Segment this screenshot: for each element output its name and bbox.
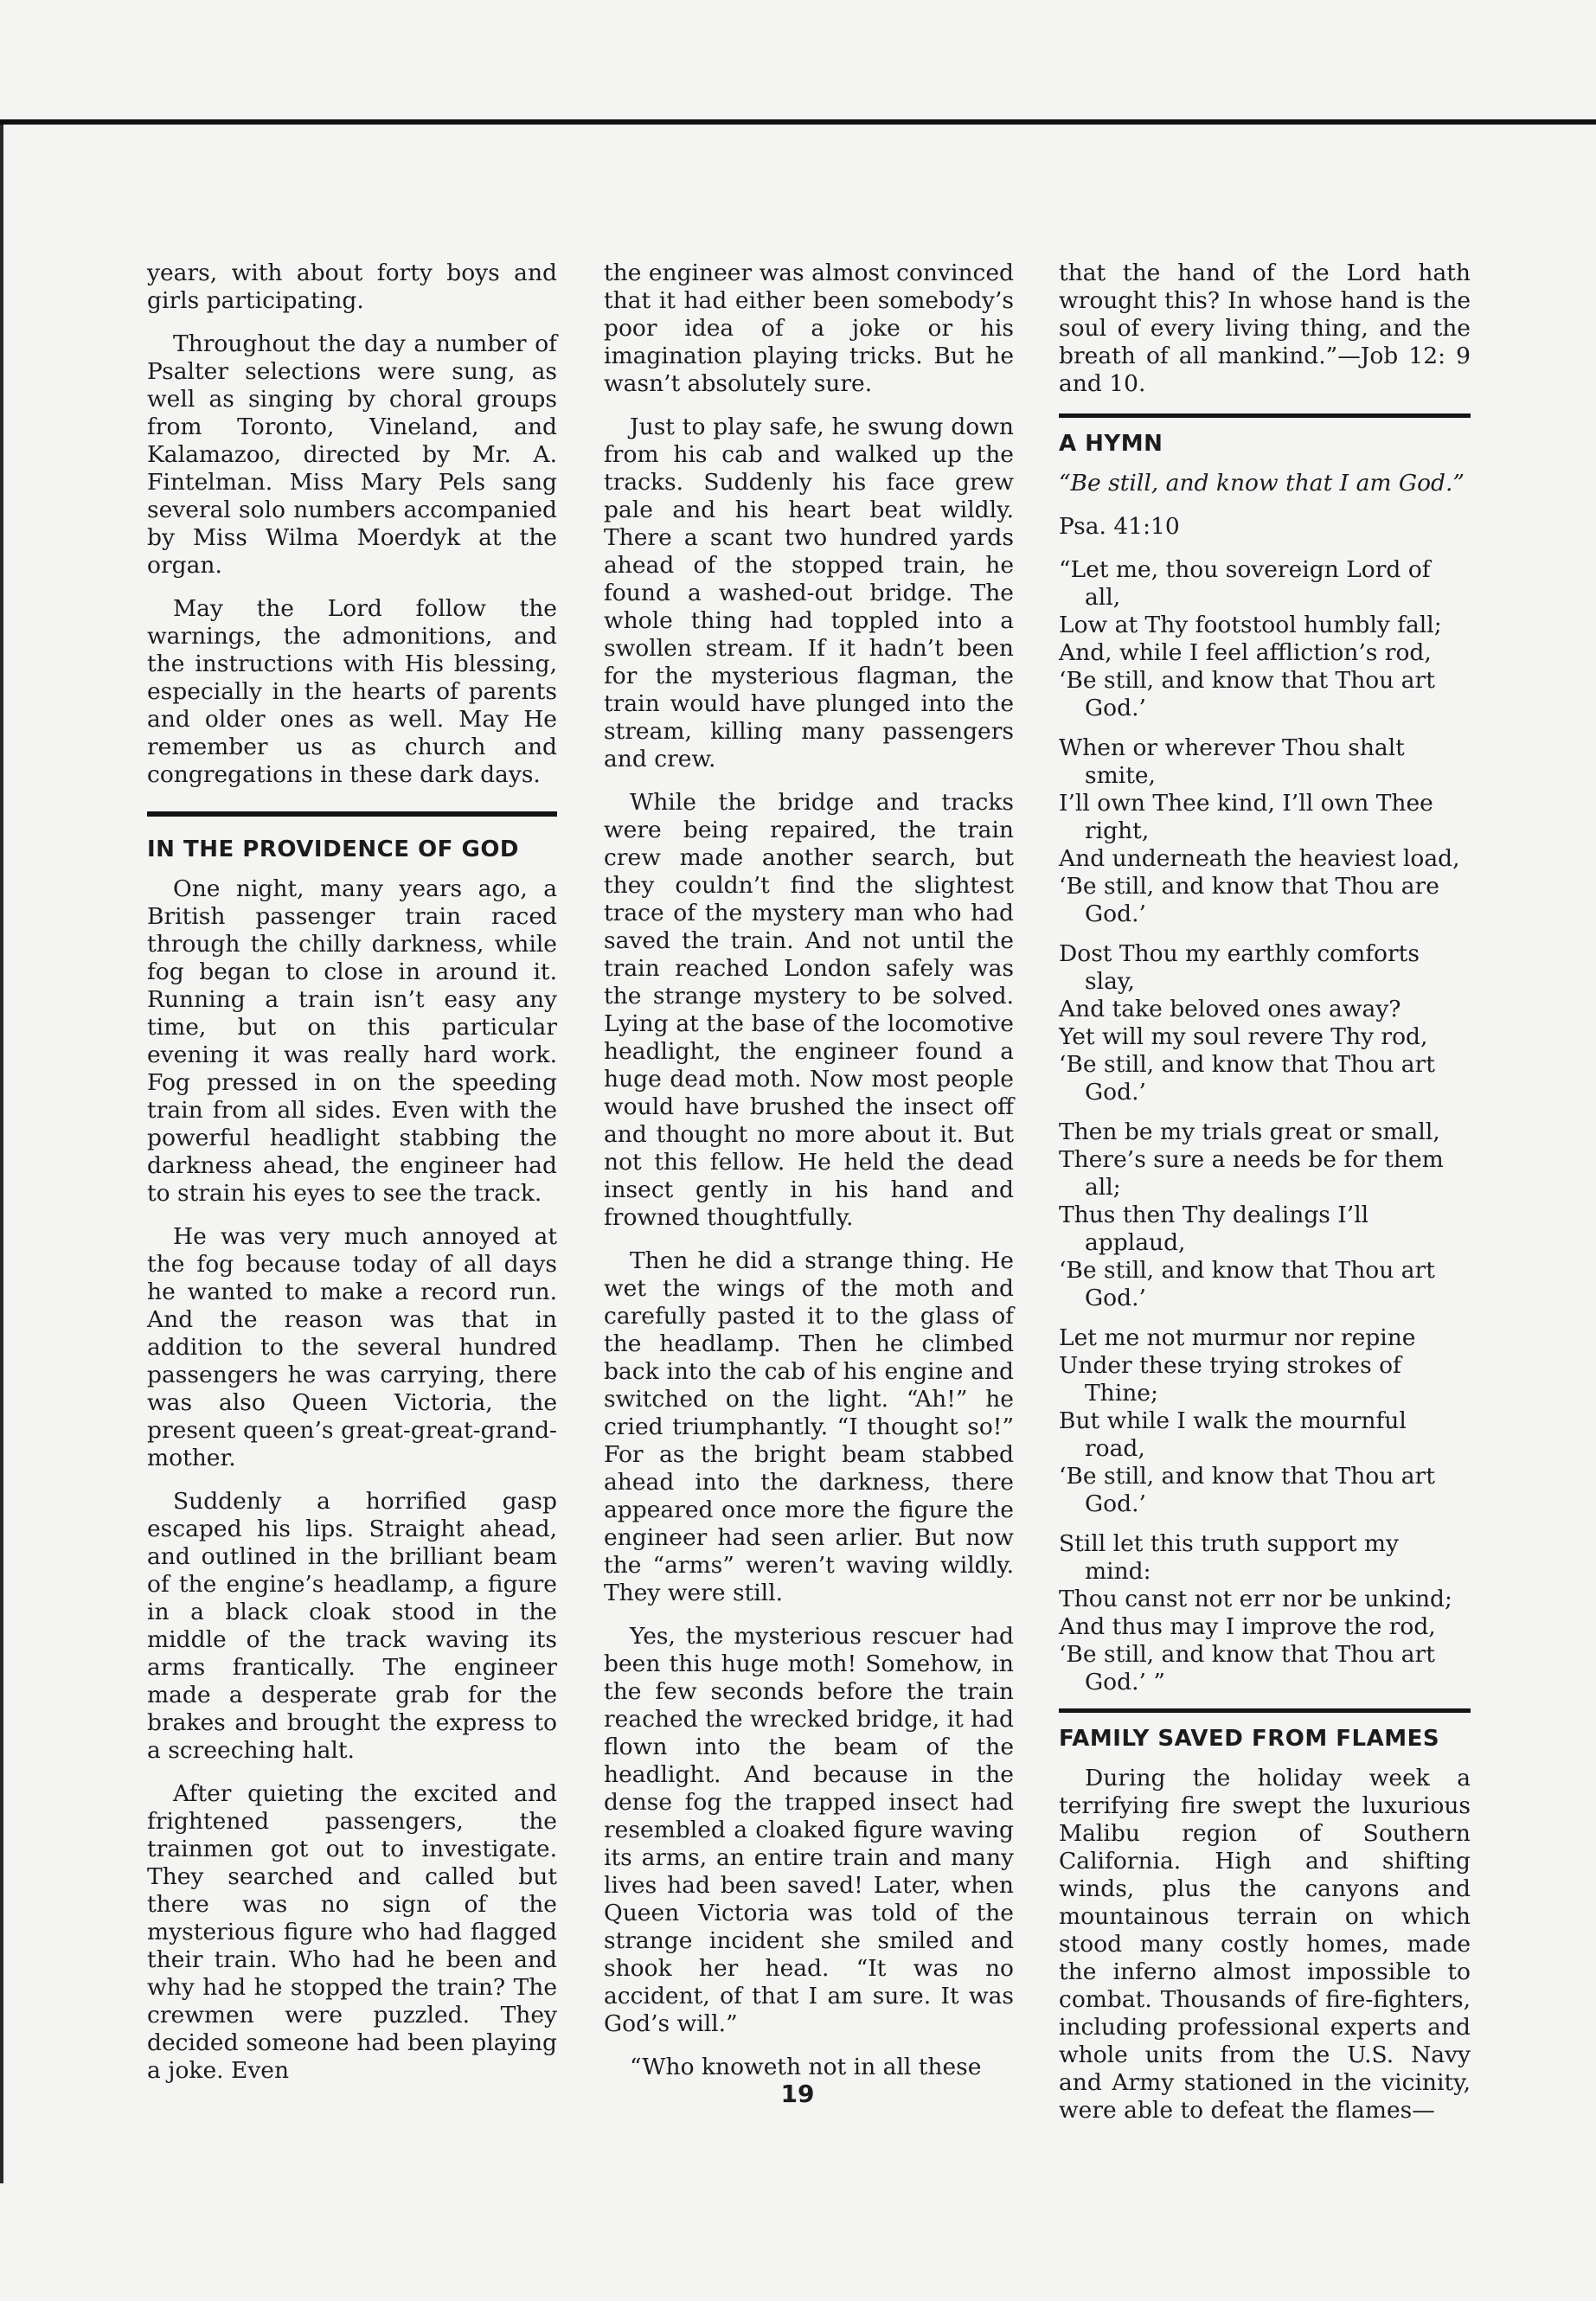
- hymn-line: ‘Be still, and know that Thou art: [1059, 667, 1435, 694]
- section-heading-hymn: A HYMN: [1059, 431, 1163, 457]
- paragraph: the engineer was almost convinced that it had either been somebody’s poor idea of a joke or his imagination playing tricks. But he wasn’t absolutely sure.: [604, 260, 1014, 397]
- hymn-line: ‘Be still, and know that Thou are: [1059, 873, 1439, 900]
- hymn-line: And take beloved ones away?: [1059, 996, 1401, 1022]
- hymn-stanza: [1059, 1324, 1471, 1518]
- hymn-line: And underneath the heaviest load,: [1059, 845, 1460, 872]
- hymn-epigraph: “Be still, and know that I am God.”: [1059, 470, 1465, 497]
- hymn-line: And, while I feel affliction’s rod,: [1059, 639, 1432, 666]
- hymn-line: ‘Be still, and know that Thou art: [1059, 1641, 1435, 1668]
- hymn-stanza: [1059, 556, 1471, 722]
- hymn-line: smite,: [1085, 762, 1156, 789]
- hymn-line: right,: [1085, 817, 1150, 844]
- hymn-line: Thine;: [1085, 1380, 1158, 1407]
- paragraph: May the Lord follow the warnings, the admonitions, and the instructions with His blessing, especially in the hearts of parents and older ones as well. May He remember us as church and congregations in these dark days.: [147, 595, 557, 788]
- hymn-line: And thus may I improve the rod,: [1059, 1613, 1436, 1640]
- hymn-line: God.’ ”: [1085, 1669, 1165, 1695]
- paragraph: Then he did a strange thing. He wet the wings of the moth and carefully pasted it to the glass of the headlamp. Then he climbed back into the cab of his engine and switched on the light. “Ah!” he cried triumphantly. “I thought so!” For as the bright beam stabbed ahead into the darkness, there appeared once more the figure the engineer had seen arlier. But now the “arms” weren’t waving wildly. They were still.: [604, 1247, 1014, 1606]
- paragraph: years, with about forty boys and girls participating.: [147, 260, 557, 314]
- hymn-line: God.’: [1085, 695, 1146, 721]
- hymn-line: ‘Be still, and know that Thou art: [1059, 1463, 1435, 1490]
- hymn-line: When or wherever Thou shalt: [1059, 734, 1405, 761]
- section-heading-providence: IN THE PROVIDENCE OF GOD: [147, 836, 520, 862]
- hymn-line: applaud,: [1085, 1229, 1186, 1256]
- hymn-line: God.’: [1085, 901, 1146, 927]
- hymn-stanza: [1059, 1118, 1471, 1312]
- hymn-line: Then be my trials great or small,: [1059, 1118, 1440, 1145]
- paragraph: He was very much annoyed at the fog because today of all days he wanted to make a record run. And the reason was that in addition to the several hundred passengers he was carrying, there was also Queen Victoria, the present queen’s great-great-grand-mother.: [147, 1223, 557, 1471]
- column-right: [1059, 260, 1471, 2140]
- hymn-line: God.’: [1085, 1490, 1146, 1517]
- left-border: [0, 125, 3, 2183]
- column-middle: [604, 260, 1014, 2097]
- hymn-line: I’ll own Thee kind, I’ll own Thee: [1059, 790, 1433, 817]
- column-left: [147, 260, 557, 2100]
- hymn-line: Yet will my soul revere Thy rod,: [1059, 1023, 1428, 1050]
- paragraph: that the hand of the Lord hath wrought this? In whose hand is the soul of every living thing, and the breath of all mankind.”—Job 12: 9 and 10.: [1059, 260, 1471, 397]
- hymn-line: Low at Thy footstool humbly fall;: [1059, 612, 1442, 638]
- hymn-line: ‘Be still, and know that Thou art: [1059, 1051, 1435, 1078]
- hymn-line: mind:: [1085, 1558, 1151, 1585]
- hymn-line: Dost Thou my earthly comforts: [1059, 940, 1420, 967]
- section-heading-family: FAMILY SAVED FROM FLAMES: [1059, 1726, 1440, 1752]
- section-divider: [1059, 1708, 1471, 1713]
- hymn-line: God.’: [1085, 1079, 1146, 1106]
- hymn-line: road,: [1085, 1435, 1145, 1462]
- page-number: 19: [780, 2080, 815, 2108]
- paragraph: One night, many years ago, a British passenger train raced through the chilly darkness, while fog began to close in around it. Running a train isn’t easy any time, but on this particular evening it was really hard work. Fog pressed in on the speeding train from all sides. Even with the powerful headlight stabbing the darkness ahead, the engineer had to strain his eyes to see the track.: [147, 875, 557, 1207]
- hymn-stanza: [1059, 940, 1471, 1106]
- hymn-stanza: [1059, 1530, 1471, 1696]
- hymn-line: God.’: [1085, 1285, 1146, 1311]
- paragraph: After quieting the excited and frightened passengers, the trainmen got out to investigate. They searched and called but there was no sign of the mysterious figure who had flagged their train. Who had he been and why had he stopped the train? The crewmen were puzzled. They decided someone had been playing a joke. Even: [147, 1780, 557, 2084]
- paragraph: “Who knoweth not in all these: [630, 2054, 982, 2080]
- hymn-line: ‘Be still, and know that Thou art: [1059, 1257, 1435, 1284]
- hymn-line: Thus then Thy dealings I’ll: [1059, 1202, 1369, 1228]
- paragraph: Suddenly a horrified gasp escaped his lips. Straight ahead, and outlined in the brilliant beam of the engine’s headlamp, a figure in a black cloak stood in the middle of the track waving its arms frantically. The engineer made a desperate grab for the brakes and brought the express to a screeching halt.: [147, 1488, 557, 1764]
- hymn-line: But while I walk the mournful: [1059, 1407, 1407, 1434]
- paragraph: While the bridge and tracks were being repaired, the train crew made another search, but they couldn’t find the slightest trace of the mystery man who had saved the train. And not until the train reached London safely was the strange mystery to be solved. Lying at the base of the locomotive headlight, the engineer found a huge dead moth. Now most people would have brushed the insect off and thought no more about it. But not this fellow. He held the dead insect gently in his hand and frowned thoughtfully.: [604, 789, 1014, 1231]
- paragraph: Yes, the mysterious rescuer had been this huge moth! Somehow, in the few seconds before the train reached the wrecked bridge, it had flown into the beam of the headlight. And because in the dense fog the trapped insect had resembled a cloaked figure waving its arms, an entire train and many lives had been saved! Later, when Queen Victoria was told of the strange incident she smiled and shook her head. “It was no accident, of that I am sure. It was God’s will.”: [604, 1623, 1014, 2037]
- paragraph: During the holiday week a terrifying fire swept the luxurious Malibu region of Southern California. High and shifting winds, plus the canyons and mountainous terrain on which stood many costly homes, made the inferno almost impossible to combat. Thousands of fire-fighters, including professional experts and whole units from the U.S. Navy and Army stationed in the vicinity, were able to defeat the flames—: [1059, 1765, 1471, 2124]
- hymn-stanza: [1059, 734, 1471, 928]
- hymn-line: all,: [1085, 584, 1121, 611]
- hymn-line: slay,: [1085, 968, 1135, 995]
- hymn-line: “Let me, thou sovereign Lord of: [1059, 556, 1431, 583]
- section-divider: [1059, 413, 1471, 418]
- paragraph: Just to play safe, he swung down from his cab and walked up the tracks. Suddenly his face grew pale and his heart beat wildly. There a scant two hundred yards ahead of the stopped train, he found a washed-out bridge. The whole thing had toppled into a swollen stream. If it hadn’t been for the mysterious flagman, the train would have plunged into the stream, killing many passengers and crew.: [604, 413, 1014, 772]
- hymn-epigraph-reference: Psa. 41:10: [1059, 513, 1180, 540]
- top-border: [0, 119, 1596, 125]
- hymn-line: all;: [1085, 1174, 1121, 1201]
- hymn-line: There’s sure a needs be for them: [1059, 1146, 1444, 1173]
- section-divider: [147, 811, 557, 817]
- hymn-line: Let me not murmur nor repine: [1059, 1324, 1416, 1351]
- hymn-line: Still let this truth support my: [1059, 1530, 1400, 1557]
- hymn-line: Thou canst not err nor be unkind;: [1059, 1586, 1452, 1612]
- paragraph: Throughout the day a number of Psalter selections were sung, as well as singing by choral groups from Toronto, Vineland, and Kalamazoo, directed by Mr. A. Fintelman. Miss Mary Pels sang several solo numbers accompanied by Miss Wilma Moerdyk at the organ.: [147, 330, 557, 579]
- hymn-line: Under these trying strokes of: [1059, 1352, 1401, 1379]
